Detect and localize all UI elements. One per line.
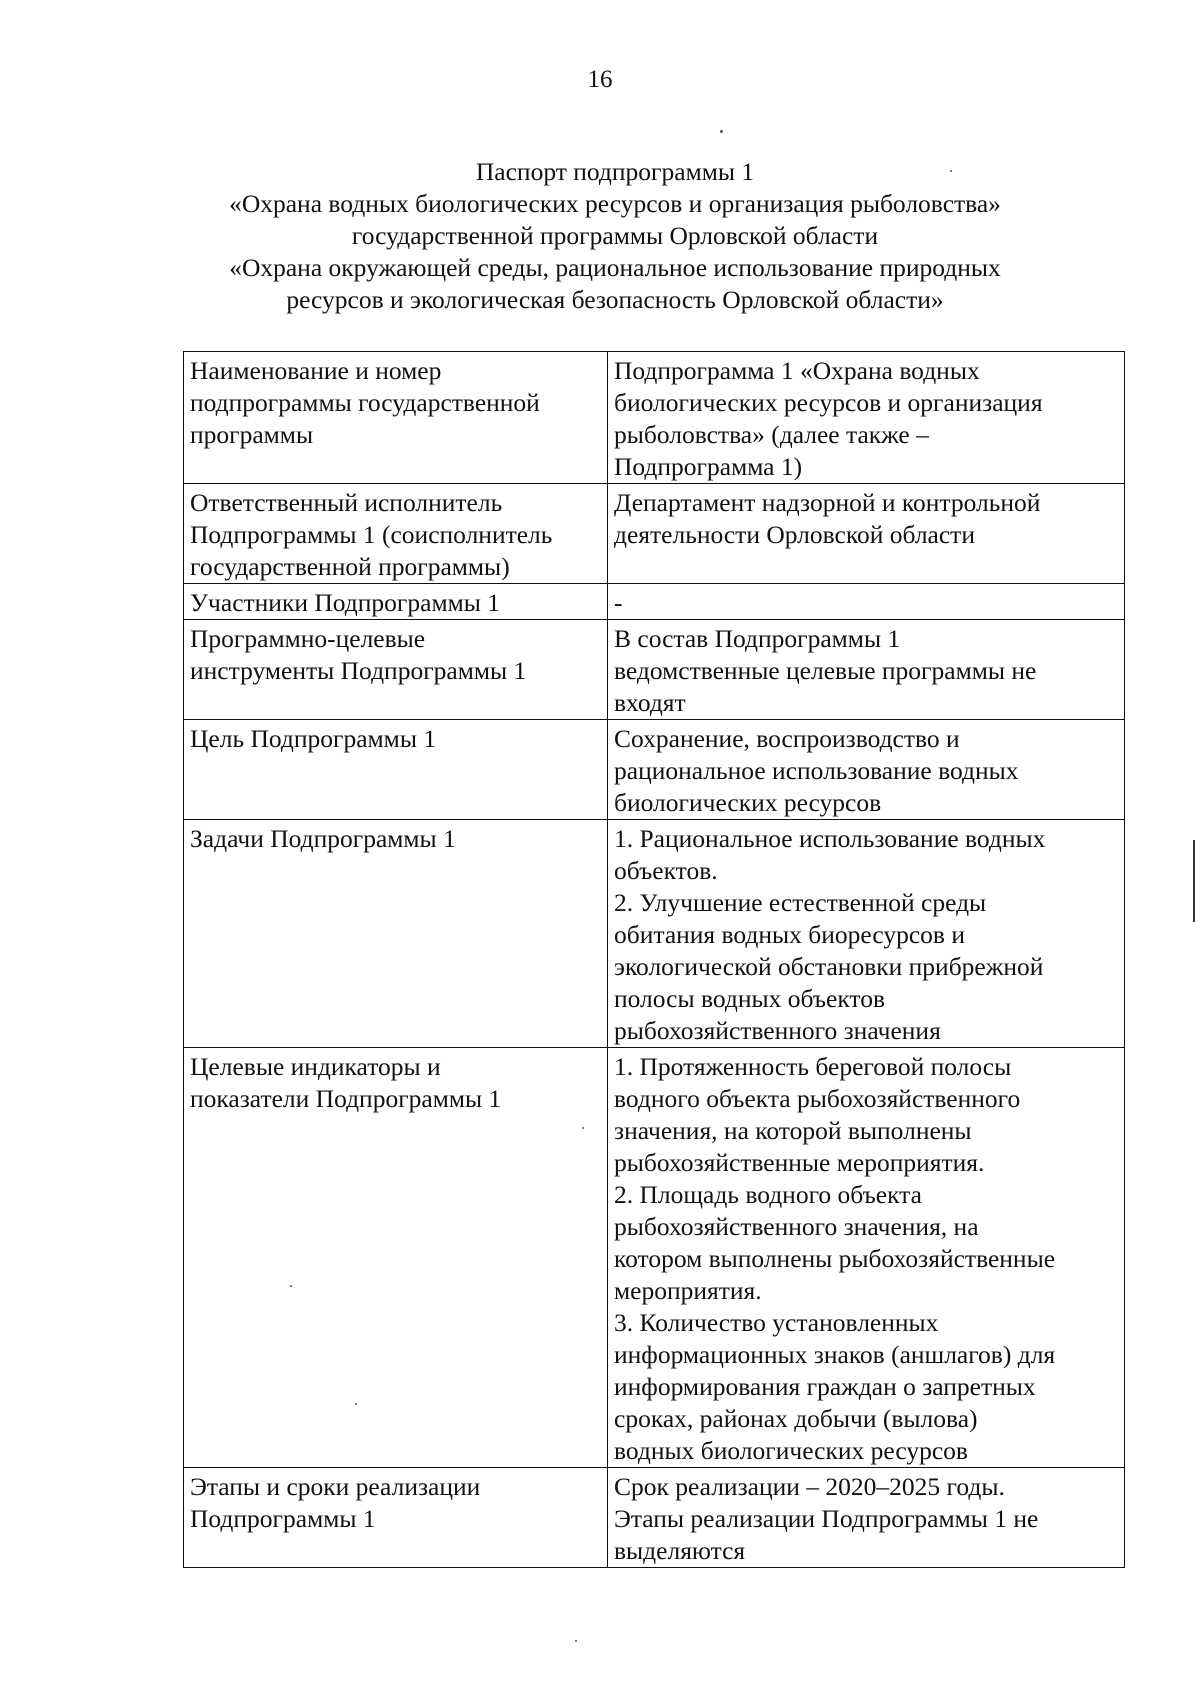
row-value-line: выделяются — [614, 1536, 746, 1565]
row-label-line: Целевые индикаторы и — [190, 1052, 441, 1081]
row-label-cell — [184, 720, 608, 820]
row-value-line: биологических ресурсов и организация — [614, 388, 1043, 417]
row-value-line: 1. Рациональное использование водных — [614, 824, 1046, 853]
row-value-line: рыбохозяйственного значения — [614, 1016, 941, 1045]
row-label-cell — [184, 584, 608, 620]
row-value-line: рациональное использование водных — [614, 756, 1019, 785]
row-label-cell — [184, 620, 608, 720]
row-label-cell — [184, 484, 608, 584]
row-value-line: - — [614, 588, 623, 617]
row-label-line: Этапы и сроки реализации — [190, 1472, 481, 1501]
row-label-cell — [184, 820, 608, 1048]
row-value-line: Сохранение, воспроизводство и — [614, 724, 960, 753]
row-value-line: 3. Количество установленных — [614, 1308, 939, 1337]
row-value-line: 2. Улучшение естественной среды — [614, 888, 987, 917]
row-value-line: экологической обстановки прибрежной — [614, 952, 1044, 981]
table-row — [184, 584, 1125, 620]
document-title — [150, 156, 1080, 316]
row-value-line: рыбохозяйственного значения, на — [614, 1212, 979, 1241]
title-line: Паспорт подпрограммы 1 — [475, 157, 755, 186]
row-value-cell — [608, 720, 1125, 820]
row-value-line: биологических ресурсов — [614, 788, 882, 817]
row-value-cell — [608, 484, 1125, 584]
row-label-cell — [184, 352, 608, 484]
row-value-cell — [608, 1048, 1125, 1468]
row-value-line: Подпрограмма 1) — [614, 452, 803, 481]
passport-table-body — [184, 352, 1125, 1568]
row-value-line: котором выполнены рыбохозяйственные — [614, 1244, 1056, 1273]
row-value-line: Департамент надзорной и контрольной — [614, 488, 1041, 517]
row-value-line: рыбохозяйственные мероприятия. — [614, 1148, 985, 1177]
row-value-line: входят — [614, 688, 686, 717]
page-number: 16 — [587, 66, 613, 93]
row-value-line: значения, на которой выполнены — [614, 1116, 972, 1145]
row-label-cell — [184, 1468, 608, 1568]
row-value-cell — [608, 620, 1125, 720]
row-value-line: объектов. — [614, 856, 718, 885]
row-value-line: В состав Подпрограммы 1 — [614, 624, 901, 653]
table-row — [184, 820, 1125, 1048]
scan-speck — [720, 130, 723, 133]
row-label-line: Участники Подпрограммы 1 — [190, 588, 500, 617]
row-value-line: сроках, районах добычи (вылова) — [614, 1404, 978, 1433]
table-row — [184, 1048, 1125, 1468]
row-value-cell — [608, 584, 1125, 620]
row-label-line: Цель Подпрограммы 1 — [190, 724, 437, 753]
row-label-line: подпрограммы государственной — [190, 388, 540, 417]
scan-speck — [950, 170, 952, 172]
row-value-line: обитания водных биоресурсов и — [614, 920, 965, 949]
row-value-line: ведомственные целевые программы не — [614, 656, 1037, 685]
row-value-line: Срок реализации – 2020–2025 годы. — [614, 1472, 1005, 1501]
row-label-line: государственной программы) — [190, 552, 510, 581]
row-value-line: водных биологических ресурсов — [614, 1436, 968, 1465]
row-value-line: Подпрограмма 1 «Охрана водных — [614, 356, 980, 385]
table-row — [184, 620, 1125, 720]
row-label-line: Наименование и номер — [190, 356, 442, 385]
row-value-line: полосы водных объектов — [614, 984, 885, 1013]
scan-speck — [582, 1127, 584, 1129]
row-value-line: рыболовства» (далее также – — [614, 420, 929, 449]
row-value-cell — [608, 1468, 1125, 1568]
row-label-cell — [184, 1048, 608, 1468]
row-value-line: деятельности Орловской области — [614, 520, 975, 549]
row-label-line: Ответственный исполнитель — [190, 488, 503, 517]
title-line: государственной программы Орловской области — [351, 221, 879, 250]
row-label-line: Программно-целевые — [190, 624, 426, 653]
row-label-line: показатели Подпрограммы 1 — [190, 1084, 502, 1113]
row-value-line: Этапы реализации Подпрограммы 1 не — [614, 1504, 1039, 1533]
row-label-line: Задачи Подпрограммы 1 — [190, 824, 456, 853]
row-value-line: 2. Площадь водного объекта — [614, 1180, 922, 1209]
scan-speck — [355, 1403, 357, 1405]
row-value-line: информационных знаков (аншлагов) для — [614, 1340, 1056, 1369]
table-row — [184, 720, 1125, 820]
table-row — [184, 1468, 1125, 1568]
table-row — [184, 352, 1125, 484]
row-label-line: Подпрограммы 1 — [190, 1504, 376, 1533]
row-value-cell — [608, 820, 1125, 1048]
row-label-line: инструменты Подпрограммы 1 — [190, 656, 527, 685]
row-value-line: информирования граждан о запретных — [614, 1372, 1036, 1401]
row-label-line: Подпрограммы 1 (соисполнитель — [190, 520, 553, 549]
row-value-line: 1. Протяженность береговой полосы — [614, 1052, 1012, 1081]
row-value-line: водного объекта рыбохозяйственного — [614, 1084, 1021, 1113]
scan-edge-mark — [1193, 840, 1195, 922]
passport-table — [183, 351, 1125, 1568]
row-value-line: мероприятия. — [614, 1276, 762, 1305]
title-line: «Охрана водных биологических ресурсов и организация рыболовства» — [229, 189, 1001, 218]
scan-speck — [290, 1285, 292, 1287]
row-label-line: программы — [190, 420, 314, 449]
title-line: ресурсов и экологическая безопасность Орловской области» — [286, 285, 944, 314]
row-value-cell — [608, 352, 1125, 484]
table-row — [184, 484, 1125, 584]
scan-speck — [575, 1640, 577, 1642]
title-line: «Охрана окружающей среды, рациональное использование природных — [229, 253, 1001, 282]
